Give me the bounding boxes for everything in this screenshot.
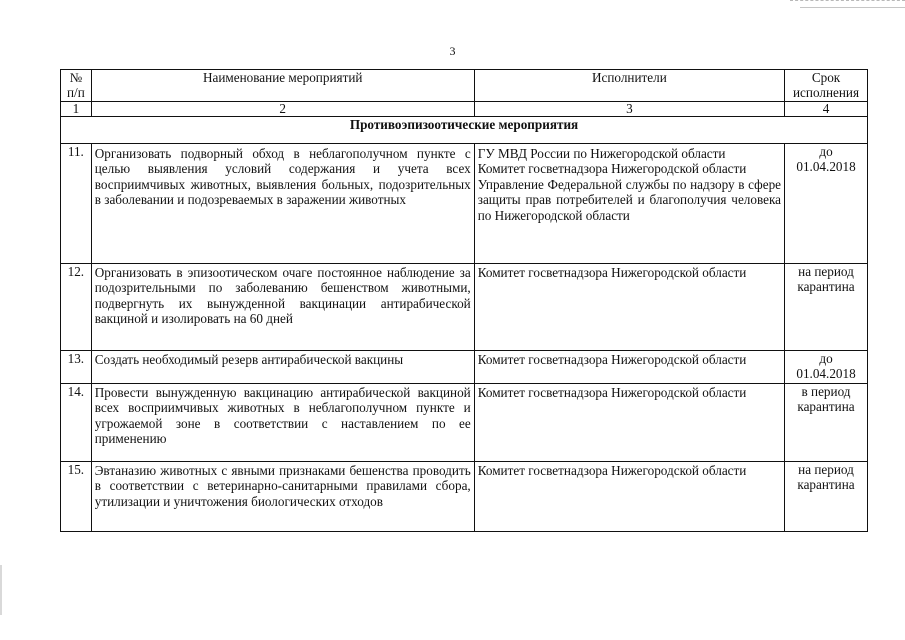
- executors-cell: [474, 264, 784, 351]
- executors-cell: [474, 144, 784, 264]
- measure-name: Организовать подворный обход в неблагополучном пункте с целью выявления условий содержания и учета всех восприимчивых животных, выявления больных, подозрительных в заболевании и подозреваемых в заражении животных: [91, 144, 474, 264]
- measure-name: Провести вынужденную вакцинацию антирабической вакциной всех восприимчивых животных в неблагополучном пункте и угрожаемой зоне в соответствии с наставлением по ее применению: [91, 384, 474, 462]
- column-index-cell: 4: [785, 102, 868, 117]
- table-row: [61, 462, 868, 532]
- term-cell: в период карантина: [785, 384, 868, 462]
- section-row: [61, 117, 868, 144]
- executors-cell: [474, 384, 784, 462]
- table-row: [61, 144, 868, 264]
- row-number: 12.: [61, 264, 92, 351]
- column-index-row: [61, 102, 868, 117]
- header-num: № п/п: [61, 70, 92, 102]
- section-title: Противоэпизоотические мероприятия: [61, 117, 868, 144]
- executors-cell: [474, 351, 784, 384]
- header-executors: Исполнители: [474, 70, 784, 102]
- column-index-cell: 2: [91, 102, 474, 117]
- table-row: [61, 384, 868, 462]
- executor-item: Комитет госветнадзора Нижегородской области: [477, 463, 747, 478]
- measure-name: Создать необходимый резерв антирабической вакцины: [91, 351, 474, 384]
- executor-item: ГУ МВД России по Нижегородской области: [477, 146, 726, 161]
- header-name: Наименование мероприятий: [91, 70, 474, 102]
- measures-table: [60, 69, 868, 532]
- scan-artifact-line: [800, 7, 905, 9]
- page-number: 3: [449, 44, 456, 58]
- scan-artifact-edge: [0, 565, 2, 615]
- term-cell: до 01.04.2018: [785, 351, 868, 384]
- table-row: [61, 264, 868, 351]
- column-index-cell: 1: [61, 102, 92, 117]
- measure-name: Организовать в эпизоотическом очаге постоянное наблюдение за подозрительными по заболеванию бешенством животными, подвергнуть их вынужденной вакцинации антирабической вакциной и изолировать на 60 дней: [91, 264, 474, 351]
- executors-cell: [474, 462, 784, 532]
- row-number: 13.: [61, 351, 92, 384]
- executor-item: Управление Федеральной службы по надзору в сфере защиты прав потребителей и благополучия человека по Нижегородской области: [477, 176, 782, 223]
- term-cell: на период карантина: [785, 264, 868, 351]
- header-term: Срок исполнения: [785, 70, 868, 102]
- executor-item: Комитет госветнадзора Нижегородской области: [477, 265, 747, 280]
- executor-item: Комитет госветнадзора Нижегородской области: [477, 385, 747, 400]
- term-cell: до 01.04.2018: [785, 144, 868, 264]
- table-row: [61, 351, 868, 384]
- term-cell: на период карантина: [785, 462, 868, 532]
- column-index-cell: 3: [474, 102, 784, 117]
- executor-item: Комитет госветнадзора Нижегородской области: [477, 352, 747, 367]
- row-number: 11.: [61, 144, 92, 264]
- scan-artifact-line: [790, 0, 905, 2]
- measure-name: Эвтаназию животных с явными признаками бешенства проводить в соответствии с ветеринарно-санитарными правилами сбора, утилизации и уничтожения биологических отходов: [91, 462, 474, 532]
- row-number: 15.: [61, 462, 92, 532]
- table-header-row: [61, 70, 868, 102]
- row-number: 14.: [61, 384, 92, 462]
- executor-item: Комитет госветнадзора Нижегородской области: [477, 161, 747, 177]
